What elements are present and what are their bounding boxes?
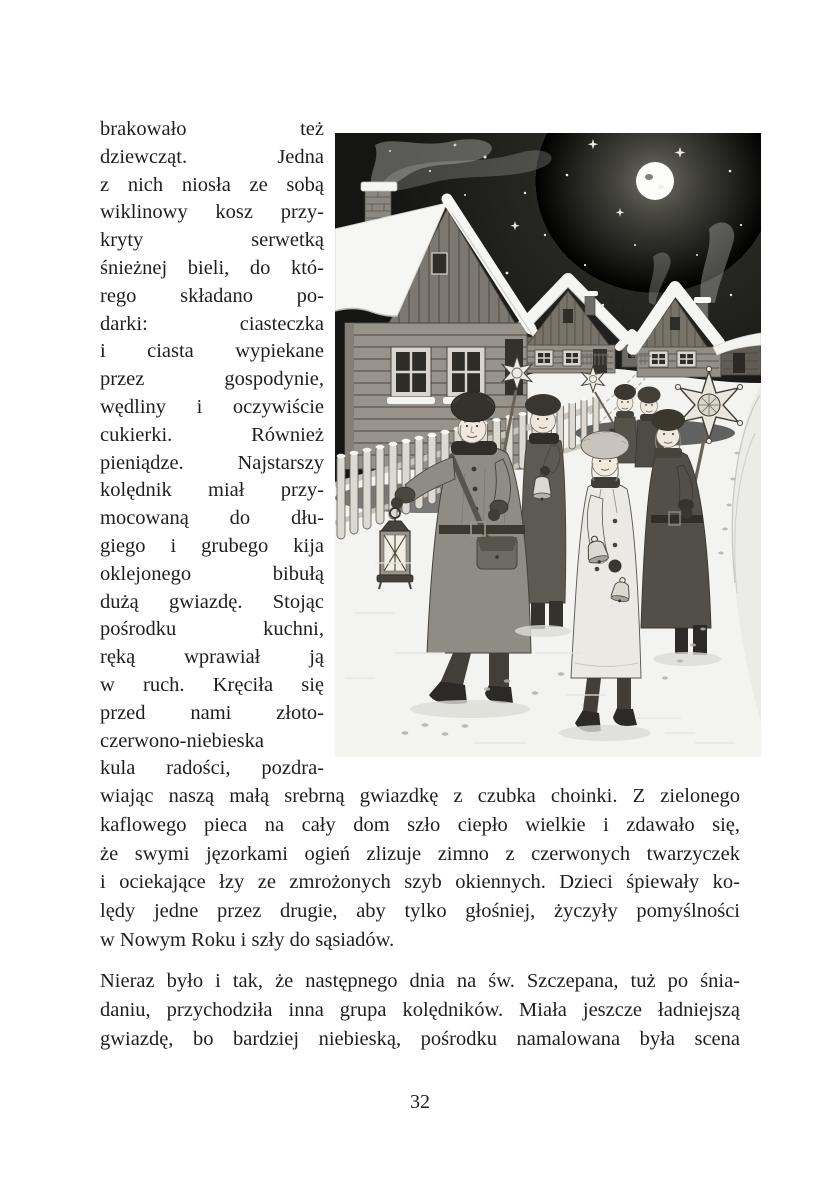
text-line: mocowaną do dłu- bbox=[100, 507, 324, 530]
left-text-column bbox=[100, 116, 324, 783]
text-line: pośrodku kuchni, bbox=[100, 618, 324, 641]
text-line: darki: ciasteczka bbox=[100, 312, 324, 335]
text-line: przez gospodynie, bbox=[100, 368, 324, 391]
text-line: lędy jedne przez drugie, aby tylko głośniej, życzyły pomyślności bbox=[100, 900, 740, 923]
moon bbox=[636, 162, 674, 200]
text-line: gwiazdę, bo bardziej niebieską, pośrodku namalowana była scena bbox=[100, 1027, 740, 1050]
text-line: pieniądze. Najstarszy bbox=[100, 451, 324, 474]
paragraph-two bbox=[100, 967, 740, 1053]
text-line: giego i grubego kija bbox=[100, 534, 324, 557]
paragraph-one-last-line: w Nowym Roku i szły do sąsiadów. bbox=[100, 929, 395, 951]
text-line: kolędnik miał przy- bbox=[100, 479, 324, 502]
text-line: w ruch. Kręciła się bbox=[100, 673, 324, 696]
text-line: cukierki. Również bbox=[100, 423, 324, 446]
text-line: czerwono-niebieska bbox=[100, 729, 264, 752]
text-line: i ociekające łzy ze zmrożonych szyb okiennych. Dzieci śpiewały ko- bbox=[100, 871, 740, 894]
text-line: ręką wprawiał ją bbox=[100, 646, 324, 669]
text-line: wiając naszą małą srebrną gwiazdkę z czubka choinki. Z zielonego bbox=[100, 785, 740, 807]
text-line: daniu, przychodziła inna grupa kolędników. Miała jeszcze ładniejszą bbox=[100, 998, 740, 1021]
text-line: oklejonego bibułą bbox=[100, 562, 324, 585]
text-line: dziewcząt. Jedna bbox=[100, 145, 324, 168]
text-line: kryty serwetką bbox=[100, 229, 324, 252]
text-line: brakowało też bbox=[100, 118, 324, 140]
text-line: kula radości, pozdra- bbox=[100, 757, 324, 780]
text-line: dużą gwiazdę. Stojąc bbox=[100, 590, 324, 613]
text-line: że swymi jęzorkami ogień zlizuje zimno z czerwonych twarzyczek bbox=[100, 842, 740, 865]
text-line: wiklinowy kosz przy- bbox=[100, 201, 324, 224]
paragraph-continuation bbox=[100, 782, 740, 926]
text-line: Nieraz było i tak, że następnego dnia na św. Szczepana, tuż po śnia- bbox=[100, 970, 740, 992]
text-line: przed nami złoto- bbox=[100, 701, 324, 724]
text-line: rego składano po- bbox=[100, 284, 324, 307]
illustration-carolers-night-village bbox=[335, 133, 761, 757]
text-line: śnieżnej bieli, do któ- bbox=[100, 256, 324, 279]
text-line: wędliny i oczywiście bbox=[100, 395, 324, 418]
page-number: 32 bbox=[410, 1091, 430, 1113]
text-line: i ciasta wypiekane bbox=[100, 340, 324, 363]
text-line: z nich niosła ze sobą bbox=[100, 173, 324, 196]
text-line: kaflowego pieca na cały dom szło ciepło wielkie i zdawało się, bbox=[100, 813, 740, 836]
